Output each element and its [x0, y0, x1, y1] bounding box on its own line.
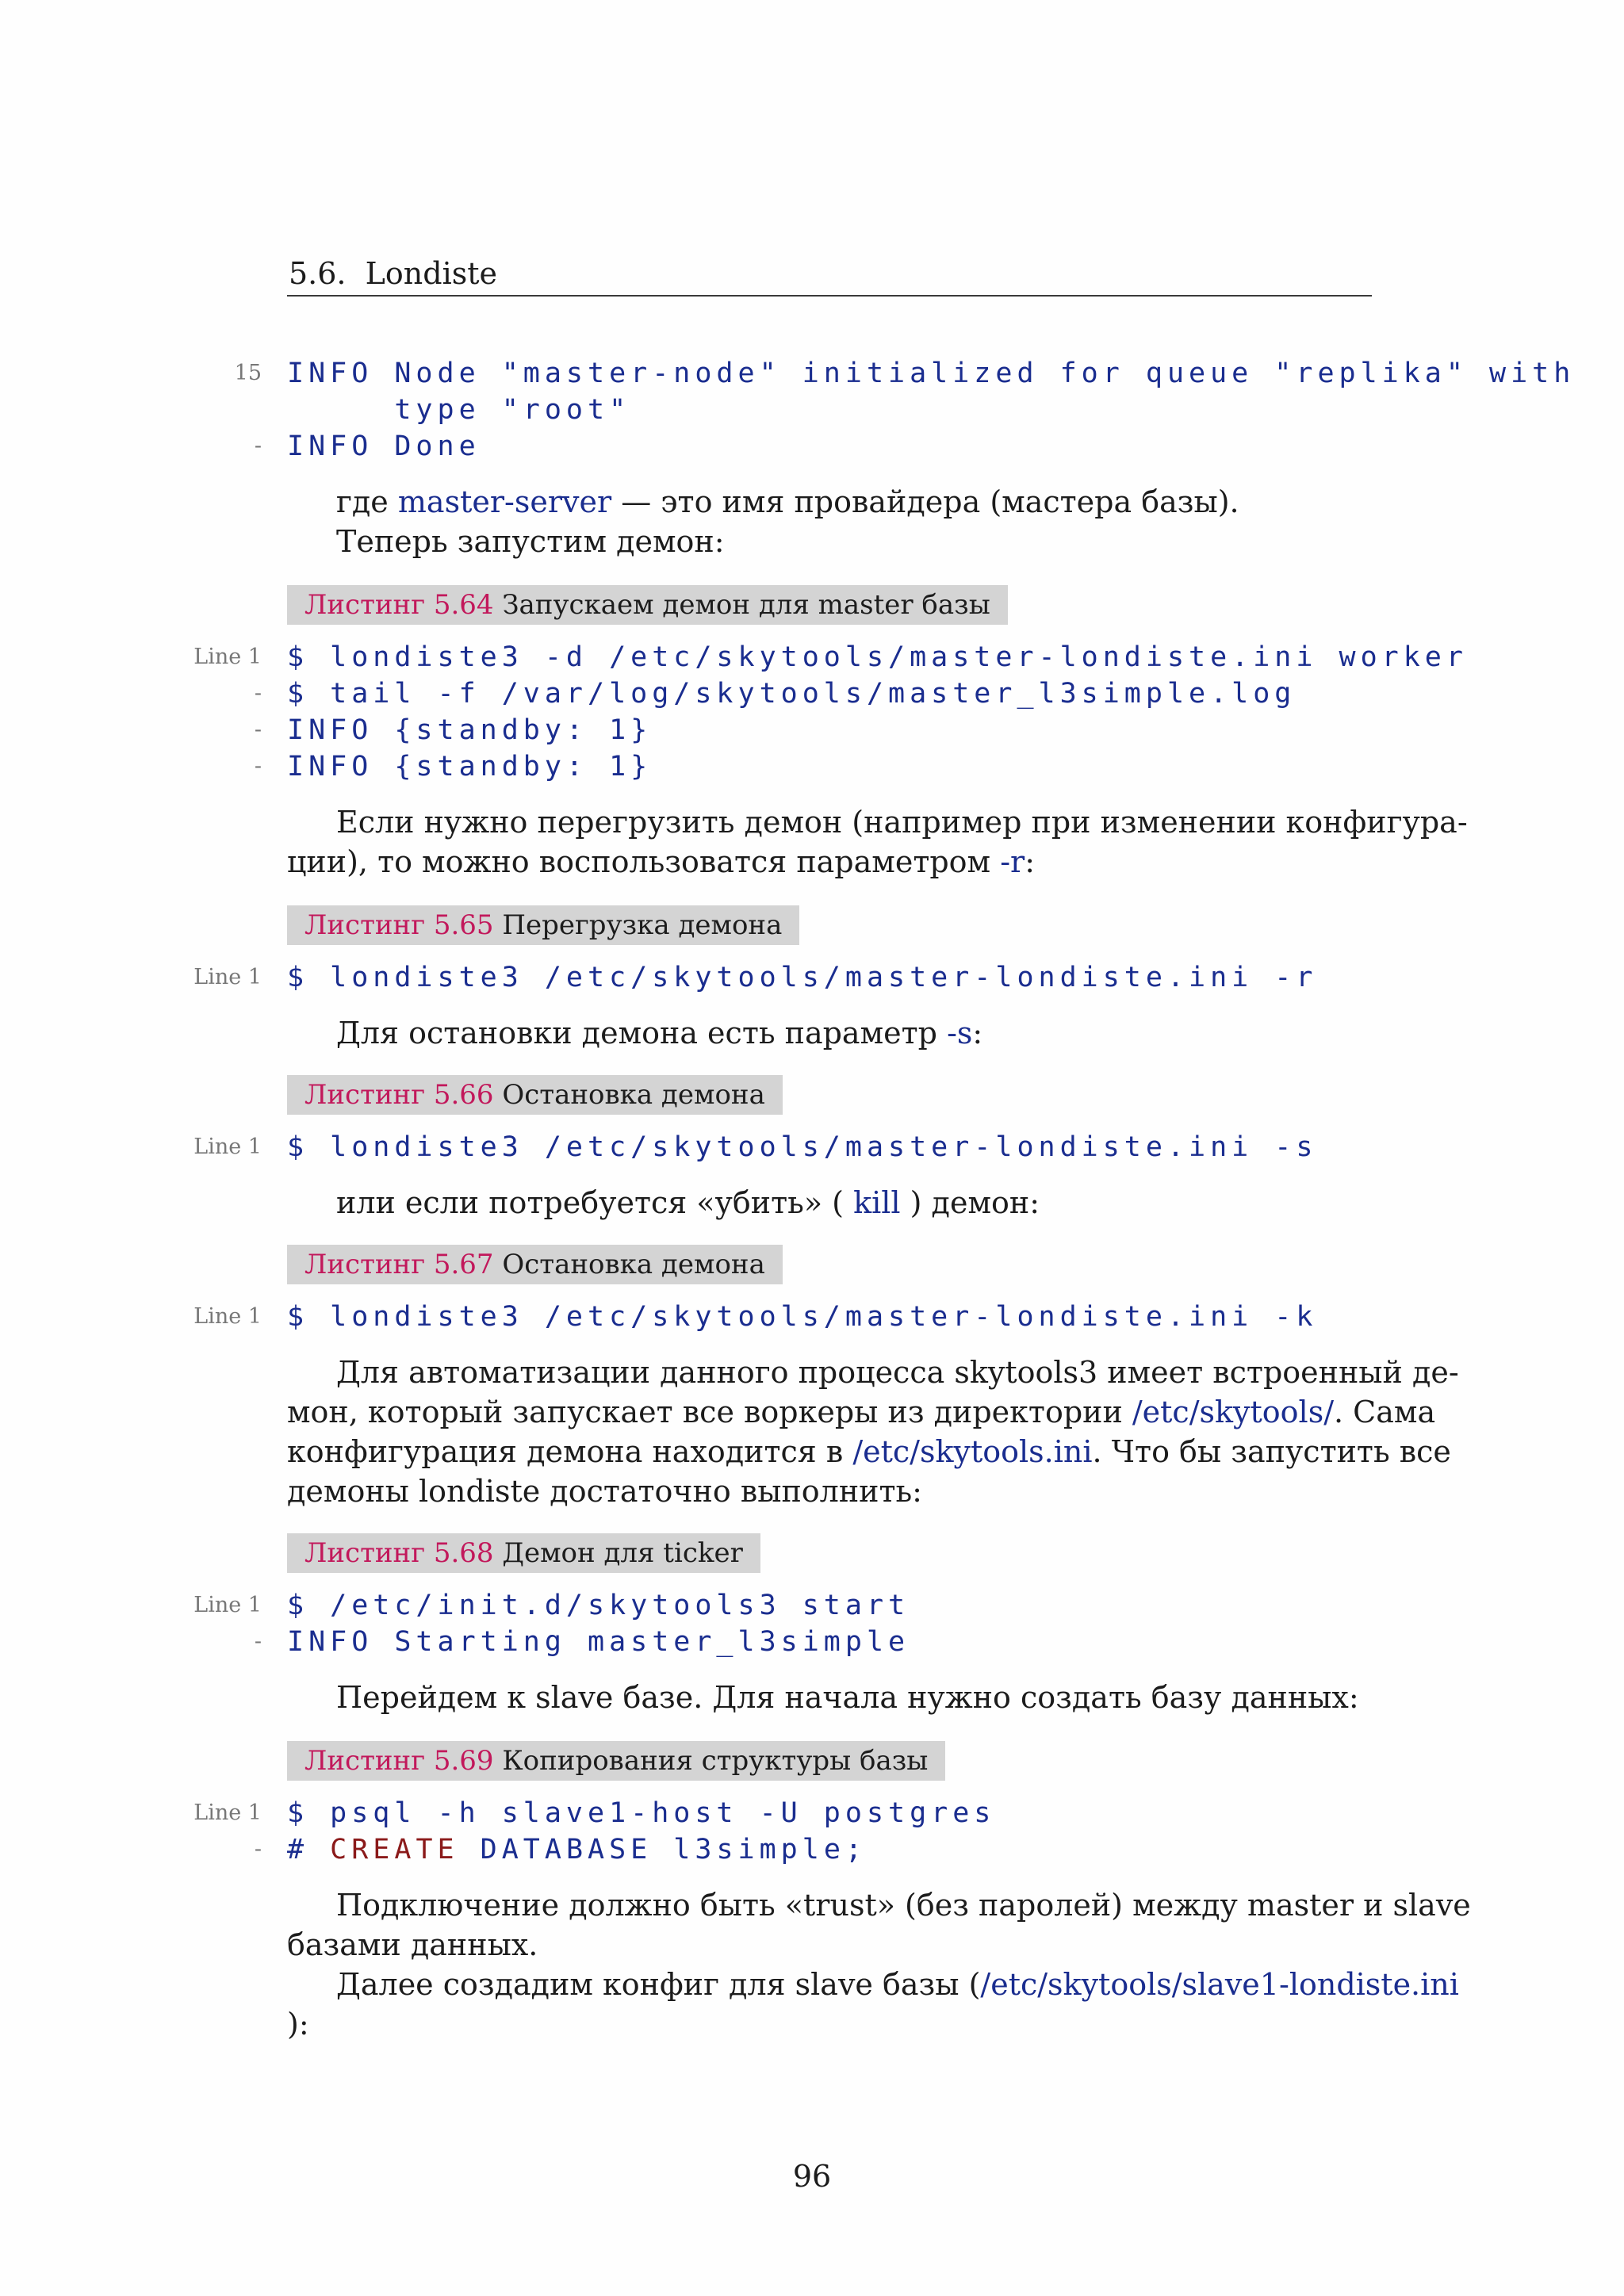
paragraph: Далее создадим конфиг для slave базы (/etc/skytools/slave1-londiste.ini: [336, 1967, 1459, 2002]
inline-term: /etc/skytools.ini: [852, 1434, 1093, 1469]
paragraph: конфигурация демона находится в /etc/skytools.ini. Что бы запустить все: [287, 1434, 1451, 1469]
line-number: 15: [234, 361, 262, 385]
code-line: $ /etc/init.d/skytools3 start: [287, 1590, 910, 1621]
line-number: Line 1: [193, 965, 262, 989]
line-number: -: [254, 434, 262, 458]
line-number: -: [254, 718, 262, 742]
code-line: INFO {standby: 1}: [287, 751, 653, 783]
line-number: -: [254, 754, 262, 779]
line-number: Line 1: [193, 1593, 262, 1617]
inline-term: -r: [1000, 844, 1025, 879]
line-number: Line 1: [193, 1800, 262, 1825]
listing-caption: Листинг 5.67 Остановка демона: [287, 1245, 783, 1284]
paragraph: Подключение должно быть «trust» (без паролей) между master и slave: [336, 1888, 1471, 1923]
inline-term: -s: [947, 1016, 973, 1050]
paragraph: Перейдем к slave базе. Для начала нужно создать базу данных:: [336, 1680, 1359, 1715]
code-line: INFO Starting master_l3simple: [287, 1626, 910, 1658]
listing-caption: Листинг 5.69 Копирования структуры базы: [287, 1741, 945, 1781]
listing-caption: Листинг 5.68 Демон для ticker: [287, 1533, 760, 1573]
code-line: $ londiste3 /etc/skytools/master-londiste.ini -s: [287, 1131, 1318, 1163]
line-number: Line 1: [193, 1135, 262, 1159]
code-line: $ psql -h slave1-host -U postgres: [287, 1797, 996, 1829]
code-line: INFO {standby: 1}: [287, 714, 653, 746]
paragraph: базами данных.: [287, 1927, 538, 1962]
code-line: $ londiste3 -d /etc/skytools/master-londiste.ini worker: [287, 641, 1468, 673]
line-number: -: [254, 1837, 262, 1862]
paragraph: Для автоматизации данного процесса skytools3 имеет встроенный де-: [336, 1355, 1459, 1390]
paragraph: демоны londiste достаточно выполнить:: [287, 1474, 922, 1509]
paragraph: мон, который запускает все воркеры из директории /etc/skytools/. Сама: [287, 1395, 1436, 1429]
code-line: INFO Node "master-node" initialized for queue "replika" with: [287, 358, 1576, 389]
code-line: type "root": [287, 394, 631, 426]
running-header: 5.6. Londiste: [289, 256, 497, 291]
code-line: $ londiste3 /etc/skytools/master-londiste.ini -r: [287, 962, 1318, 993]
inline-term: kill: [853, 1185, 901, 1220]
header-rule: [287, 295, 1372, 297]
code-line: $ londiste3 /etc/skytools/master-londiste.ini -k: [287, 1301, 1318, 1333]
line-number: -: [254, 1629, 262, 1654]
paragraph: где master-server — это имя провайдера (мастера базы).: [336, 484, 1239, 519]
paragraph: ции), то можно воспользоватся параметром -r:: [287, 844, 1036, 879]
page-number: 96: [792, 2159, 832, 2194]
listing-caption: Листинг 5.66 Остановка демона: [287, 1075, 783, 1115]
inline-term: /etc/skytools/: [1132, 1395, 1334, 1429]
sql-keyword: CREATE: [330, 1834, 459, 1866]
line-number: Line 1: [193, 645, 262, 669]
line-number: Line 1: [193, 1304, 262, 1329]
paragraph: Если нужно перегрузить демон (например при изменении конфигура-: [336, 805, 1468, 840]
code-line: INFO Done: [287, 430, 481, 462]
listing-caption: Листинг 5.65 Перегрузка демона: [287, 905, 799, 945]
paragraph: ):: [287, 2007, 309, 2042]
inline-term: master-server: [397, 484, 612, 519]
listing-caption: Листинг 5.64 Запускаем демон для master базы: [287, 585, 1008, 625]
code-line: # CREATE DATABASE l3simple;: [287, 1834, 867, 1866]
inline-term: /etc/skytools/slave1-londiste.ini: [980, 1967, 1459, 2002]
paragraph: Теперь запустим демон:: [336, 524, 725, 559]
paragraph: Для остановки демона есть параметр -s:: [336, 1016, 983, 1050]
code-line: $ tail -f /var/log/skytools/master_l3simple.log: [287, 678, 1297, 710]
line-number: -: [254, 681, 262, 706]
paragraph: или если потребуется «убить» ( kill ) демон:: [336, 1185, 1040, 1220]
